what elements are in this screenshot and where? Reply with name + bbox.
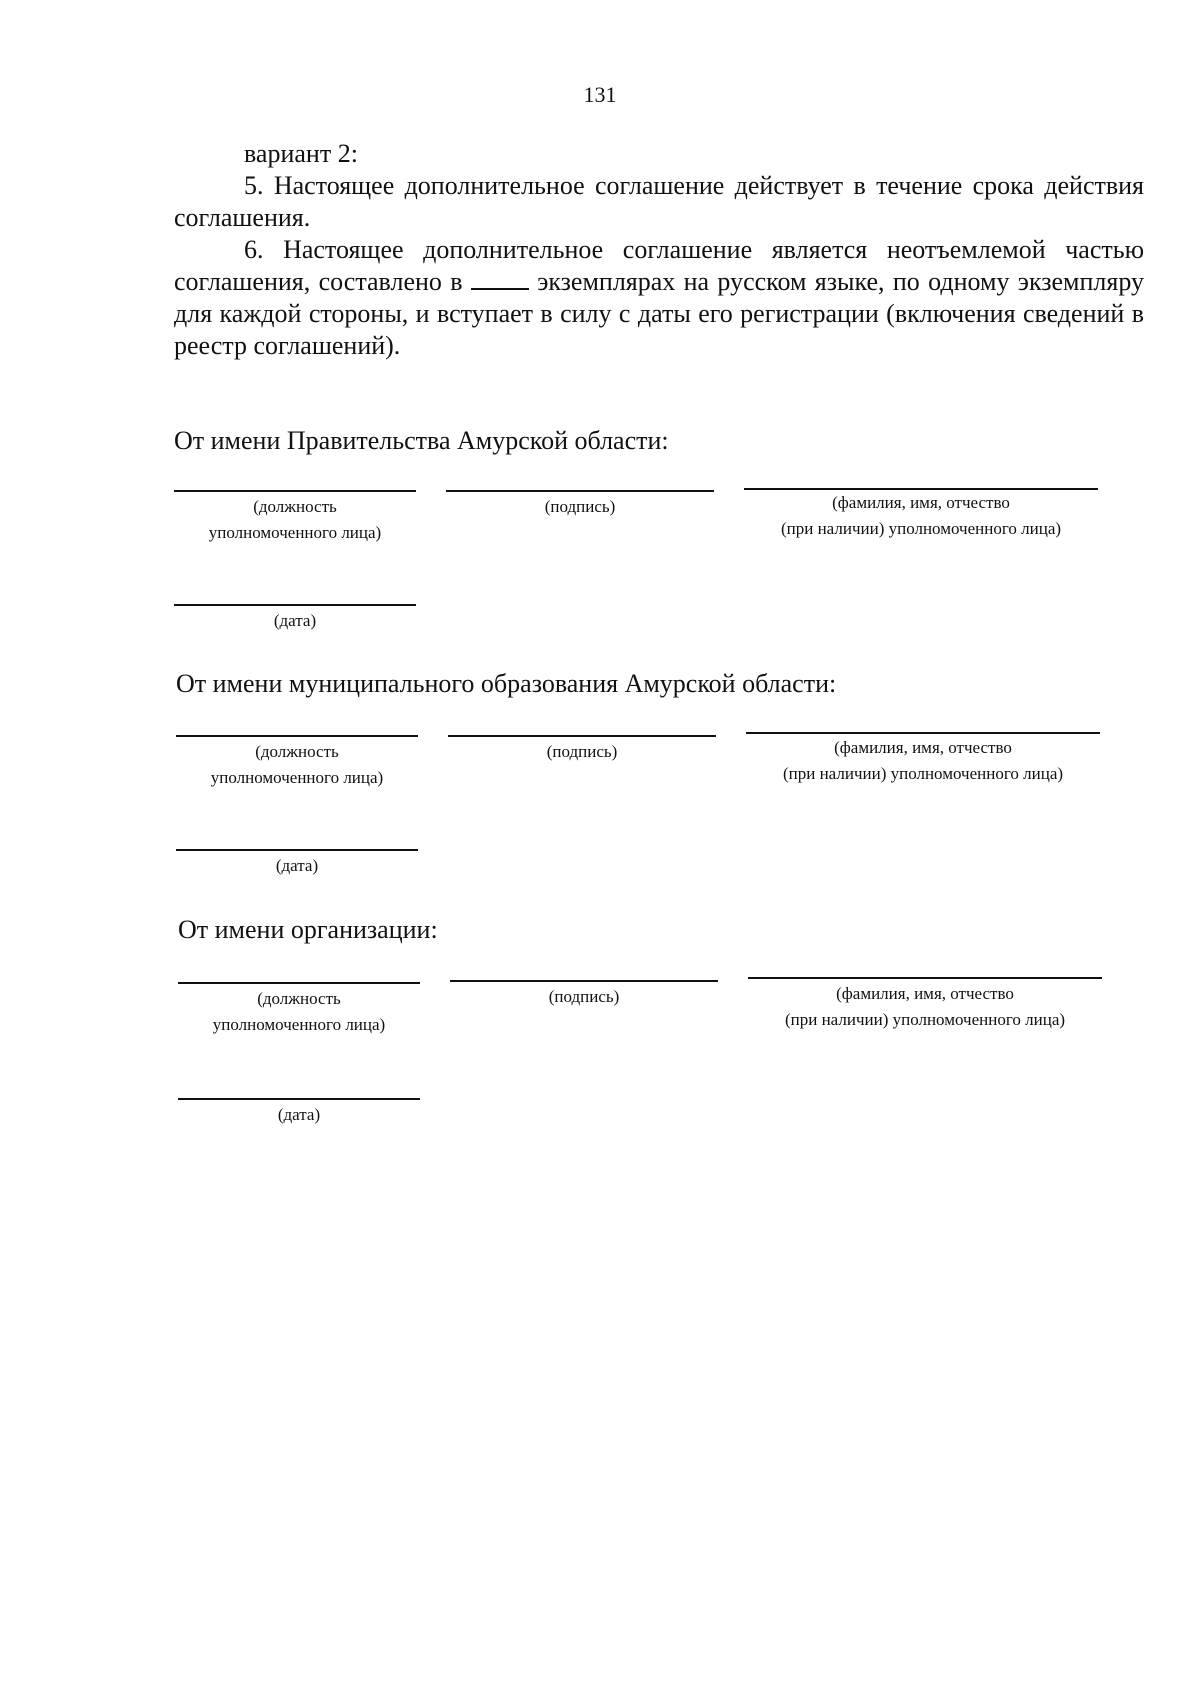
- party-title-municipality: От имени муниципального образования Амурской области:: [176, 669, 837, 698]
- signature-line-organization: [450, 980, 718, 982]
- name-caption-organization: (фамилия, имя, отчество (при наличии) уполномоченного лица): [784, 984, 1066, 1029]
- variant-label: вариант 2:: [244, 139, 358, 168]
- clause-6-part1: 6. Настоящее дополнительное соглашение является неотъемлемой частью соглашения, составлено в: [174, 235, 1144, 296]
- position-line-organization: [178, 982, 420, 984]
- date-line-government: [174, 604, 416, 606]
- name-caption-government: (фамилия, имя, отчество (при наличии) уполномоченного лица): [780, 493, 1062, 538]
- name-line-municipality: [746, 732, 1100, 734]
- copies-count-blank: [471, 268, 529, 290]
- date-caption-municipality: (дата): [275, 856, 319, 875]
- clause-6-part2: экземплярах на русском языке, по одному экземпляру для каждой стороны, и вступает в силу с даты его регистрации (включения сведений в реестр соглашений).: [174, 267, 1145, 360]
- clause-6: [174, 234, 1144, 362]
- position-caption-government: (должность уполномоченного лица): [208, 497, 382, 542]
- name-caption-municipality: (фамилия, имя, отчество (при наличии) уполномоченного лица): [782, 738, 1064, 783]
- position-line-municipality: [176, 735, 418, 737]
- signature-line-government: [446, 490, 714, 492]
- agreement-text: [174, 138, 1144, 362]
- date-caption-organization: (дата): [277, 1105, 321, 1124]
- signature-line-municipality: [448, 735, 716, 737]
- signature-caption-government: (подпись): [544, 497, 616, 516]
- position-line-government: [174, 490, 416, 492]
- position-caption-municipality: (должность уполномоченного лица): [210, 742, 384, 787]
- position-caption-organization: (должность уполномоченного лица): [212, 989, 386, 1034]
- date-caption-government: (дата): [273, 611, 317, 630]
- party-title-government: От имени Правительства Амурской области:: [174, 426, 669, 455]
- clause-5: 5. Настоящее дополнительное соглашение действует в течение срока действия соглашения.: [174, 171, 1144, 232]
- date-line-organization: [178, 1098, 420, 1100]
- name-line-organization: [748, 977, 1102, 979]
- signature-caption-municipality: (подпись): [546, 742, 618, 761]
- signature-caption-organization: (подпись): [548, 987, 620, 1006]
- date-line-municipality: [176, 849, 418, 851]
- party-title-organization: От имени организации:: [178, 915, 438, 944]
- page-number: 131: [583, 82, 617, 107]
